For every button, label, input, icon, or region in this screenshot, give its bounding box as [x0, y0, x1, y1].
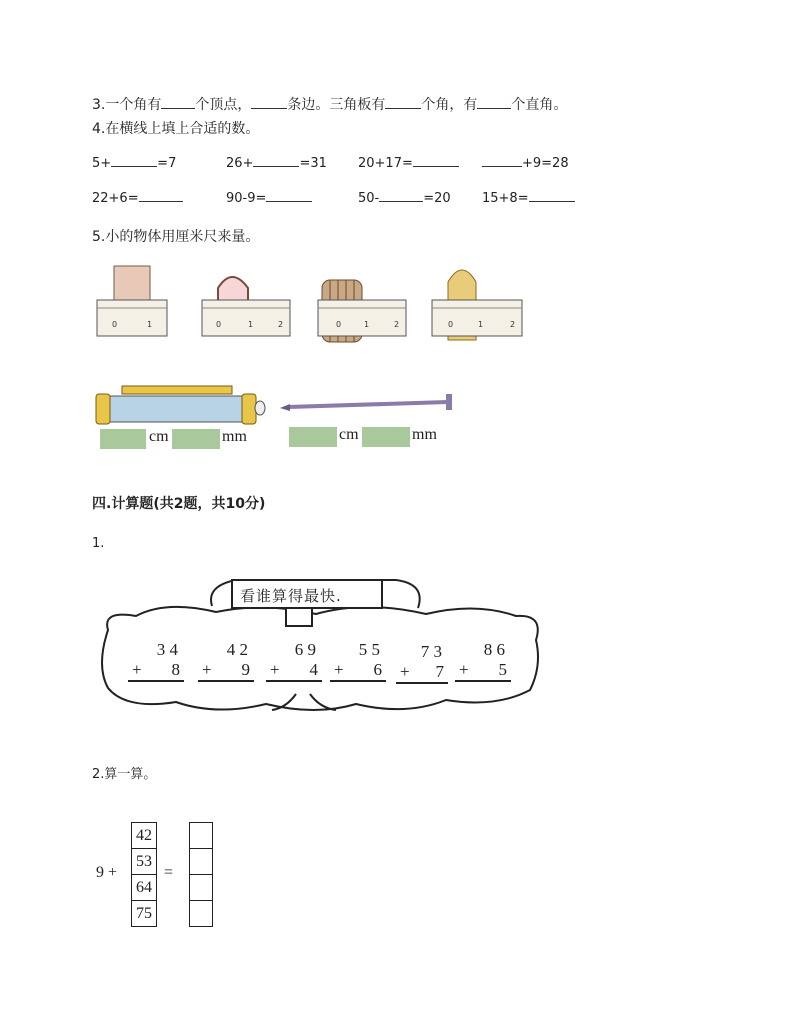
problem-bottom: 4	[309, 660, 318, 679]
answer-cell[interactable]	[189, 848, 213, 874]
value-cell: 42	[131, 822, 157, 848]
problem-top: 7 3	[420, 642, 442, 661]
unit-cm-2: cm	[339, 426, 359, 443]
banner-text: 看谁算得最快.	[240, 587, 342, 605]
eq-blank[interactable]	[413, 154, 459, 167]
problem-top: 6 9	[294, 640, 316, 659]
answer-stack	[189, 822, 213, 927]
svg-text:0: 0	[448, 320, 454, 329]
value-cell: 53	[131, 848, 157, 874]
q4-eq-4	[482, 154, 569, 171]
q4-eq-7	[358, 189, 451, 206]
q3-blank-1[interactable]	[161, 96, 195, 109]
addition-problem-4	[330, 640, 386, 682]
cube-on-ruler	[97, 266, 167, 336]
svg-text:2: 2	[394, 320, 400, 329]
value-cell: 64	[131, 874, 157, 900]
problem-top: 4 2	[226, 640, 248, 659]
eq-text: 20+17=	[358, 156, 413, 171]
unit-mm-1: mm	[222, 428, 247, 445]
q4-eq-5	[92, 189, 183, 206]
unit-mm-2: mm	[412, 426, 437, 443]
problem-bottom-row	[455, 660, 511, 682]
question-3	[92, 94, 567, 114]
svg-text:0: 0	[336, 320, 342, 329]
problem-bottom-row	[396, 662, 448, 684]
plus-sign: +	[334, 660, 344, 679]
svg-text:0: 0	[112, 320, 118, 329]
plus-sign: +	[132, 660, 142, 679]
eq-blank[interactable]	[139, 189, 183, 202]
problem-top: 8 6	[483, 640, 505, 659]
pen-icon	[96, 386, 265, 424]
eq-text: 22+6=	[92, 191, 139, 206]
svg-text:2: 2	[510, 320, 516, 329]
q4-eq-1	[92, 154, 176, 171]
plus-sign: +	[270, 660, 280, 679]
q3-blank-2[interactable]	[251, 96, 287, 109]
answer-box-nail-mm[interactable]	[362, 427, 410, 447]
eq-text: +9=28	[522, 156, 569, 171]
addition-problem-2	[198, 640, 254, 682]
eq-blank[interactable]	[529, 189, 575, 202]
q3-text-5: 个直角。	[511, 97, 568, 113]
svg-text:1: 1	[147, 320, 153, 329]
eq-blank[interactable]	[379, 189, 423, 202]
problem-2-title: 2.算一算。	[92, 767, 157, 782]
problem-bottom-row	[266, 660, 322, 682]
problem-bottom: 6	[373, 660, 382, 679]
eq-text: 26+	[226, 156, 254, 171]
plus-sign: +	[459, 660, 469, 679]
answer-cell[interactable]	[189, 822, 213, 848]
q3-text-4: 个角，有	[421, 97, 478, 113]
problem-bottom: 9	[241, 660, 250, 679]
eq-text: =20	[423, 191, 451, 206]
question-4-title: 4.在横线上填上合适的数。	[92, 121, 260, 137]
svg-text:1: 1	[248, 320, 254, 329]
problem-bottom-row	[330, 660, 386, 682]
problem-bottom: 7	[435, 662, 444, 681]
answer-box-pen-mm[interactable]	[172, 429, 220, 449]
addition-problem-6	[455, 640, 511, 682]
problem-bottom: 8	[171, 660, 180, 679]
value-stack	[131, 822, 157, 927]
q3-blank-4[interactable]	[477, 96, 511, 109]
question-5-title: 5.小的物体用厘米尺来量。	[92, 229, 260, 245]
plus-sign: +	[400, 662, 410, 681]
eq-blank[interactable]	[266, 189, 312, 202]
q4-eq-3	[358, 154, 459, 171]
problem-top: 5 5	[358, 640, 380, 659]
eq-text: =7	[157, 156, 177, 171]
q3-text-2: 个顶点，	[195, 97, 252, 113]
unit-cm-1: cm	[149, 428, 169, 445]
problem-bottom: 5	[498, 660, 507, 679]
arch-on-ruler	[202, 277, 290, 336]
addition-problem-5	[396, 642, 448, 684]
q3-text-1: 3.一个角有	[92, 97, 162, 113]
problem-1-number: 1.	[92, 536, 105, 551]
answer-box-pen-cm[interactable]	[100, 429, 146, 449]
problem-top: 3 4	[156, 640, 178, 659]
eq-text: 15+8=	[482, 191, 529, 206]
addition-problem-1	[128, 640, 184, 682]
answer-box-nail-cm[interactable]	[289, 427, 337, 447]
q4-eq-2	[226, 154, 327, 171]
coil-on-ruler	[318, 280, 406, 342]
q4-eq-6	[226, 189, 312, 206]
eq-blank[interactable]	[253, 154, 299, 167]
problem-bottom-row	[198, 660, 254, 682]
answer-cell[interactable]	[189, 900, 213, 927]
eq-text: 5+	[92, 156, 112, 171]
q3-text-3: 条边。三角板有	[287, 97, 386, 113]
section-4-title: 四.计算题(共2题，共10分)	[92, 496, 266, 512]
lhs-expression: 9 +	[96, 864, 118, 881]
svg-text:1: 1	[364, 320, 370, 329]
eq-blank[interactable]	[111, 154, 157, 167]
svg-text:0: 0	[216, 320, 222, 329]
eq-text: 90-9=	[226, 191, 267, 206]
bullet-on-ruler	[432, 270, 522, 340]
ruler-illustrations	[92, 258, 532, 348]
pen-and-nail-illustration	[92, 380, 462, 428]
problem-bottom-row	[128, 660, 184, 682]
q3-blank-3[interactable]	[385, 96, 421, 109]
equals-sign: =	[164, 864, 174, 881]
nail-icon	[280, 394, 452, 411]
svg-text:2: 2	[278, 320, 284, 329]
eq-blank[interactable]	[482, 154, 522, 167]
answer-cell[interactable]	[189, 874, 213, 900]
addition-problem-3	[266, 640, 322, 682]
eq-text: =31	[299, 156, 327, 171]
value-cell: 75	[131, 900, 157, 927]
plus-sign: +	[202, 660, 212, 679]
eq-text: 50-	[358, 191, 380, 206]
svg-text:1: 1	[478, 320, 484, 329]
q4-eq-8	[482, 189, 575, 206]
